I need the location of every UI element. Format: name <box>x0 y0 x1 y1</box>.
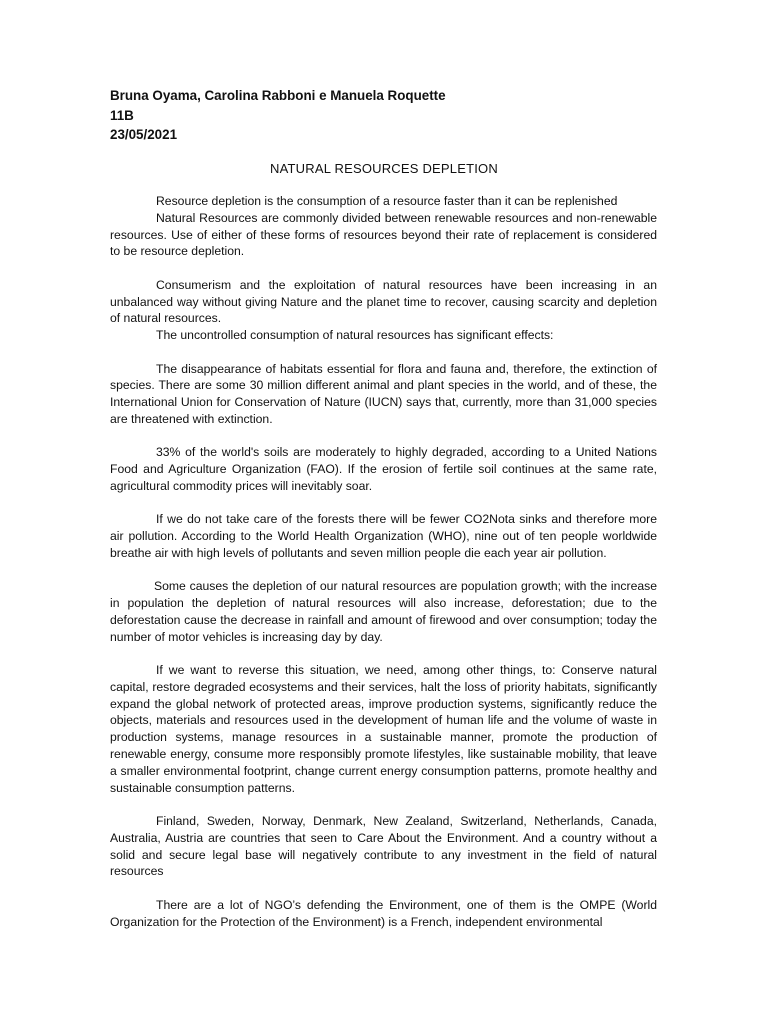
paragraph-effects-intro: The uncontrolled consumption of natural resources has significant effects: <box>156 328 554 343</box>
paragraph-habitats: The disappearance of habitats essential for flora and fauna and, therefore, the extinction of species. There are some 30 million different animal and plant species in the world, and of these, the International Union for Conservation of Nature (IUCN) says that, currently, more than 31,000 species are threatened with extinction. <box>110 361 657 426</box>
paragraph-soils: 33% of the world's soils are moderately to highly degraded, according to a United Nations Food and Agriculture Organization (FAO). If the erosion of fertile soil continues at the same rate, agricultural commodity prices will inevitably soar. <box>110 445 657 493</box>
document-date: 23/05/2021 <box>110 127 178 142</box>
paragraph-ngos: There are a lot of NGO’s defending the Environment, one of them is the OMPE (World Organization for the Protection of the Environment) is a French, independent environmental <box>110 897 657 929</box>
paragraph-natural-resources: Natural Resources are commonly divided between renewable resources and non-renewable resources. Use of either of these forms of resources beyond their rate of replacement is considered to be resource depletion. <box>110 210 657 259</box>
document-title: NATURAL RESOURCES DEPLETION <box>270 161 498 176</box>
paragraph-consumerism: Consumerism and the exploitation of natural resources have been increasing in an unbalanced way without giving Nature and the planet time to recover, causing scarcity and depletion of natural resources. <box>110 277 657 326</box>
paragraph-countries: Finland, Sweden, Norway, Denmark, New Zealand, Switzerland, Netherlands, Canada, Australia, Austria are countries that seen to Care About the Environment. And a country without a solid and secure legal base will negatively contribute to any investment in the field of natural resources <box>110 814 657 879</box>
author-names: Bruna Oyama, Carolina Rabboni e Manuela Roquette <box>110 88 446 103</box>
document-body <box>110 193 657 930</box>
document-header <box>110 86 446 145</box>
class-label: 11B <box>110 107 134 123</box>
paragraph-forests: If we do not take care of the forests there will be fewer CO2Nota sinks and therefore more air pollution. According to the World Health Organization (WHO), nine out of ten people worldwide breathe air with high levels of pollutants and seven million people die each year air pollution. <box>110 512 657 560</box>
paragraph-causes: Some causes the depletion of our natural resources are population growth; with the increase in population the depletion of natural resources will also increase, deforestation; due to the deforestation cause the decrease in rainfall and amount of firewood and over consumption; today the number of motor vehicles is increasing day by day. <box>110 579 657 644</box>
paragraph-solutions: If we want to reverse this situation, we need, among other things, to: Conserve natural capital, restore degraded ecosystems and their services, halt the loss of priority habitats, significantly expand the global network of protected areas, improve production systems, significantly reduce the objects, materials and resources used in the development of human life and the volume of waste in production systems, manage resources in a sustainable manner, promote the production of renewable energy, consume more responsibly promote lifestyles, like sustainable mobility, that leave a smaller environmental footprint, change current energy consumption patterns, promote healthy and sustainable consumption patterns. <box>110 663 657 795</box>
paragraph-definition: Resource depletion is the consumption of a resource faster than it can be replenished <box>156 194 618 208</box>
